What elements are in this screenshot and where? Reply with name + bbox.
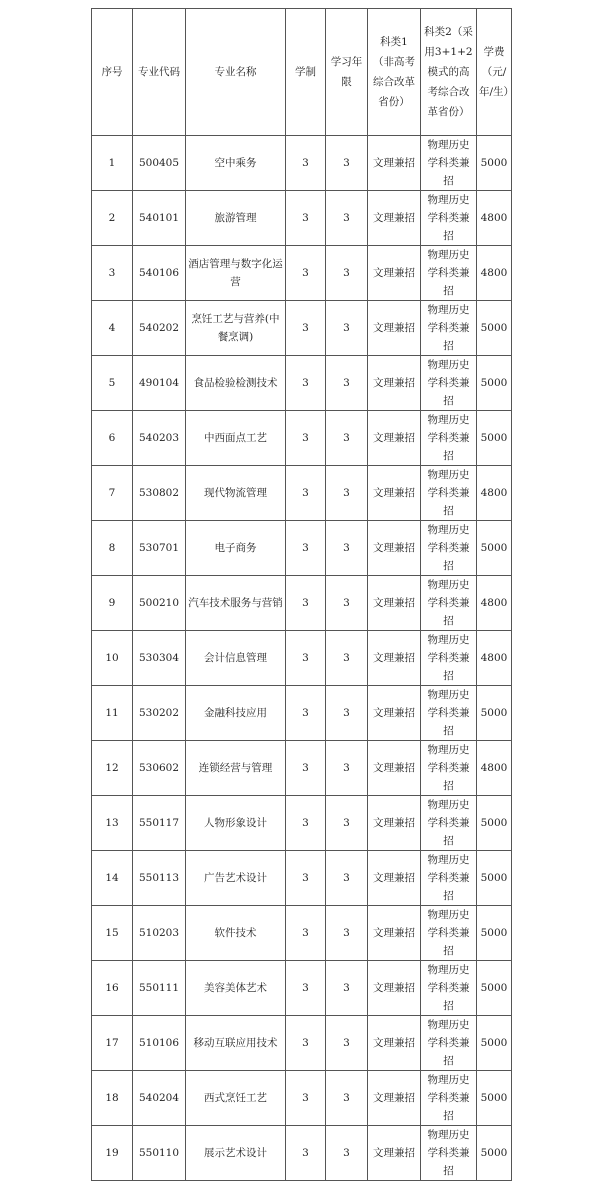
table-row [92,356,512,411]
cell-category-1: 文理兼招 [368,851,421,906]
table-row [92,906,512,961]
cell-category-1: 文理兼招 [368,301,421,356]
cell-major-code: 530304 [133,631,186,686]
cell-category-2: 物理历史学科类兼招 [421,136,477,191]
cell-major-code: 500210 [133,576,186,631]
cell-category-2: 物理历史学科类兼招 [421,246,477,301]
cell-study-years: 3 [326,1071,368,1126]
cell-program-length: 3 [286,1071,326,1126]
cell-category-2: 物理历史学科类兼招 [421,631,477,686]
cell-major-code: 540204 [133,1071,186,1126]
cell-tuition: 5000 [477,356,512,411]
cell-major-name: 人物形象设计 [186,796,286,851]
table-row [92,1126,512,1181]
cell-major-name: 美容美体艺术 [186,961,286,1016]
cell-category-2: 物理历史学科类兼招 [421,906,477,961]
cell-serial: 12 [92,741,133,796]
cell-study-years: 3 [326,466,368,521]
cell-category-1: 文理兼招 [368,246,421,301]
header-major-name: 专业名称 [186,9,286,136]
cell-tuition: 4800 [477,191,512,246]
cell-study-years: 3 [326,906,368,961]
cell-tuition: 4800 [477,246,512,301]
cell-category-1: 文理兼招 [368,356,421,411]
cell-serial: 11 [92,686,133,741]
cell-major-code: 490104 [133,356,186,411]
cell-tuition: 4800 [477,576,512,631]
cell-major-code: 540101 [133,191,186,246]
cell-program-length: 3 [286,466,326,521]
table-body [92,136,512,1181]
cell-category-2: 物理历史学科类兼招 [421,301,477,356]
cell-serial: 7 [92,466,133,521]
table-row [92,301,512,356]
cell-major-name: 展示艺术设计 [186,1126,286,1181]
cell-tuition: 4800 [477,631,512,686]
cell-major-code: 550110 [133,1126,186,1181]
cell-study-years: 3 [326,246,368,301]
cell-category-1: 文理兼招 [368,1016,421,1071]
cell-study-years: 3 [326,631,368,686]
cell-tuition: 5000 [477,906,512,961]
cell-study-years: 3 [326,961,368,1016]
cell-category-2: 物理历史学科类兼招 [421,521,477,576]
cell-category-1: 文理兼招 [368,1126,421,1181]
cell-program-length: 3 [286,1126,326,1181]
cell-program-length: 3 [286,411,326,466]
majors-table [91,8,515,1181]
cell-category-2: 物理历史学科类兼招 [421,851,477,906]
header-category-2: 科类2（采用3+1+2模式的高考综合改革省份） [421,9,477,136]
cell-category-2: 物理历史学科类兼招 [421,796,477,851]
cell-major-name: 广告艺术设计 [186,851,286,906]
table-row [92,741,512,796]
cell-category-2: 物理历史学科类兼招 [421,741,477,796]
cell-category-2: 物理历史学科类兼招 [421,356,477,411]
cell-study-years: 3 [326,1126,368,1181]
cell-tuition: 5000 [477,686,512,741]
cell-serial: 19 [92,1126,133,1181]
table-row [92,521,512,576]
header-study-years: 学习年限 [326,9,368,136]
cell-major-name: 食品检验检测技术 [186,356,286,411]
cell-program-length: 3 [286,961,326,1016]
header-major-code: 专业代码 [133,9,186,136]
cell-program-length: 3 [286,906,326,961]
cell-tuition: 5000 [477,796,512,851]
cell-study-years: 3 [326,576,368,631]
cell-category-1: 文理兼招 [368,961,421,1016]
cell-major-name: 烹饪工艺与营养(中餐烹调) [186,301,286,356]
cell-category-2: 物理历史学科类兼招 [421,191,477,246]
cell-program-length: 3 [286,136,326,191]
cell-category-2: 物理历史学科类兼招 [421,961,477,1016]
cell-serial: 8 [92,521,133,576]
cell-tuition: 5000 [477,136,512,191]
cell-category-1: 文理兼招 [368,741,421,796]
cell-category-2: 物理历史学科类兼招 [421,466,477,521]
cell-serial: 14 [92,851,133,906]
cell-program-length: 3 [286,521,326,576]
cell-program-length: 3 [286,191,326,246]
cell-category-1: 文理兼招 [368,796,421,851]
cell-major-name: 连锁经营与管理 [186,741,286,796]
cell-category-2: 物理历史学科类兼招 [421,576,477,631]
table-row [92,411,512,466]
cell-tuition: 5000 [477,411,512,466]
table-row [92,576,512,631]
cell-major-code: 500405 [133,136,186,191]
cell-category-1: 文理兼招 [368,576,421,631]
cell-major-code: 550117 [133,796,186,851]
cell-major-code: 530202 [133,686,186,741]
cell-category-1: 文理兼招 [368,906,421,961]
cell-program-length: 3 [286,851,326,906]
cell-tuition: 5000 [477,521,512,576]
cell-serial: 17 [92,1016,133,1071]
cell-major-name: 中西面点工艺 [186,411,286,466]
cell-serial: 5 [92,356,133,411]
cell-major-code: 510106 [133,1016,186,1071]
cell-major-name: 金融科技应用 [186,686,286,741]
cell-category-1: 文理兼招 [368,136,421,191]
cell-program-length: 3 [286,301,326,356]
cell-tuition: 5000 [477,1016,512,1071]
cell-major-name: 西式烹饪工艺 [186,1071,286,1126]
cell-serial: 9 [92,576,133,631]
cell-tuition: 5000 [477,1126,512,1181]
table-row [92,1016,512,1071]
cell-serial: 1 [92,136,133,191]
cell-serial: 13 [92,796,133,851]
cell-serial: 2 [92,191,133,246]
cell-major-code: 540202 [133,301,186,356]
table-row [92,686,512,741]
cell-tuition: 5000 [477,851,512,906]
cell-study-years: 3 [326,741,368,796]
cell-study-years: 3 [326,1016,368,1071]
cell-major-name: 移动互联应用技术 [186,1016,286,1071]
cell-program-length: 3 [286,796,326,851]
cell-category-1: 文理兼招 [368,1071,421,1126]
cell-major-name: 现代物流管理 [186,466,286,521]
cell-tuition: 5000 [477,961,512,1016]
cell-major-name: 会计信息管理 [186,631,286,686]
cell-study-years: 3 [326,191,368,246]
cell-category-1: 文理兼招 [368,411,421,466]
cell-category-2: 物理历史学科类兼招 [421,1126,477,1181]
table-row [92,191,512,246]
cell-category-1: 文理兼招 [368,686,421,741]
cell-serial: 4 [92,301,133,356]
cell-study-years: 3 [326,136,368,191]
cell-major-code: 530701 [133,521,186,576]
cell-serial: 3 [92,246,133,301]
table-row [92,961,512,1016]
cell-program-length: 3 [286,741,326,796]
cell-major-code: 540106 [133,246,186,301]
cell-category-2: 物理历史学科类兼招 [421,686,477,741]
cell-study-years: 3 [326,686,368,741]
cell-serial: 10 [92,631,133,686]
cell-category-2: 物理历史学科类兼招 [421,411,477,466]
cell-major-name: 汽车技术服务与营销 [186,576,286,631]
table-row [92,466,512,521]
header-serial: 序号 [92,9,133,136]
cell-category-2: 物理历史学科类兼招 [421,1071,477,1126]
header-program-length: 学制 [286,9,326,136]
cell-program-length: 3 [286,576,326,631]
cell-major-name: 电子商务 [186,521,286,576]
cell-category-1: 文理兼招 [368,191,421,246]
header-category-1: 科类1（非高考综合改革省份） [368,9,421,136]
cell-tuition: 4800 [477,741,512,796]
cell-major-code: 540203 [133,411,186,466]
cell-major-name: 旅游管理 [186,191,286,246]
cell-study-years: 3 [326,356,368,411]
cell-program-length: 3 [286,686,326,741]
cell-program-length: 3 [286,246,326,301]
cell-serial: 15 [92,906,133,961]
cell-tuition: 5000 [477,301,512,356]
cell-serial: 6 [92,411,133,466]
cell-program-length: 3 [286,1016,326,1071]
table-header-row [92,9,512,136]
cell-program-length: 3 [286,356,326,411]
cell-category-1: 文理兼招 [368,631,421,686]
cell-category-2: 物理历史学科类兼招 [421,1016,477,1071]
cell-major-code: 550113 [133,851,186,906]
cell-study-years: 3 [326,301,368,356]
cell-category-1: 文理兼招 [368,466,421,521]
cell-tuition: 4800 [477,466,512,521]
cell-major-code: 550111 [133,961,186,1016]
table-row [92,631,512,686]
cell-major-name: 软件技术 [186,906,286,961]
table-row [92,246,512,301]
table-row [92,796,512,851]
cell-tuition: 5000 [477,1071,512,1126]
cell-study-years: 3 [326,411,368,466]
cell-serial: 16 [92,961,133,1016]
cell-major-name: 空中乘务 [186,136,286,191]
table-row [92,136,512,191]
cell-serial: 18 [92,1071,133,1126]
table-row [92,1071,512,1126]
cell-major-code: 530602 [133,741,186,796]
cell-program-length: 3 [286,631,326,686]
cell-major-code: 530802 [133,466,186,521]
cell-major-name: 酒店管理与数字化运营 [186,246,286,301]
header-tuition: 学费（元/年/生） [477,9,512,136]
table-row [92,851,512,906]
cell-major-code: 510203 [133,906,186,961]
cell-study-years: 3 [326,796,368,851]
cell-study-years: 3 [326,851,368,906]
cell-category-1: 文理兼招 [368,521,421,576]
cell-study-years: 3 [326,521,368,576]
